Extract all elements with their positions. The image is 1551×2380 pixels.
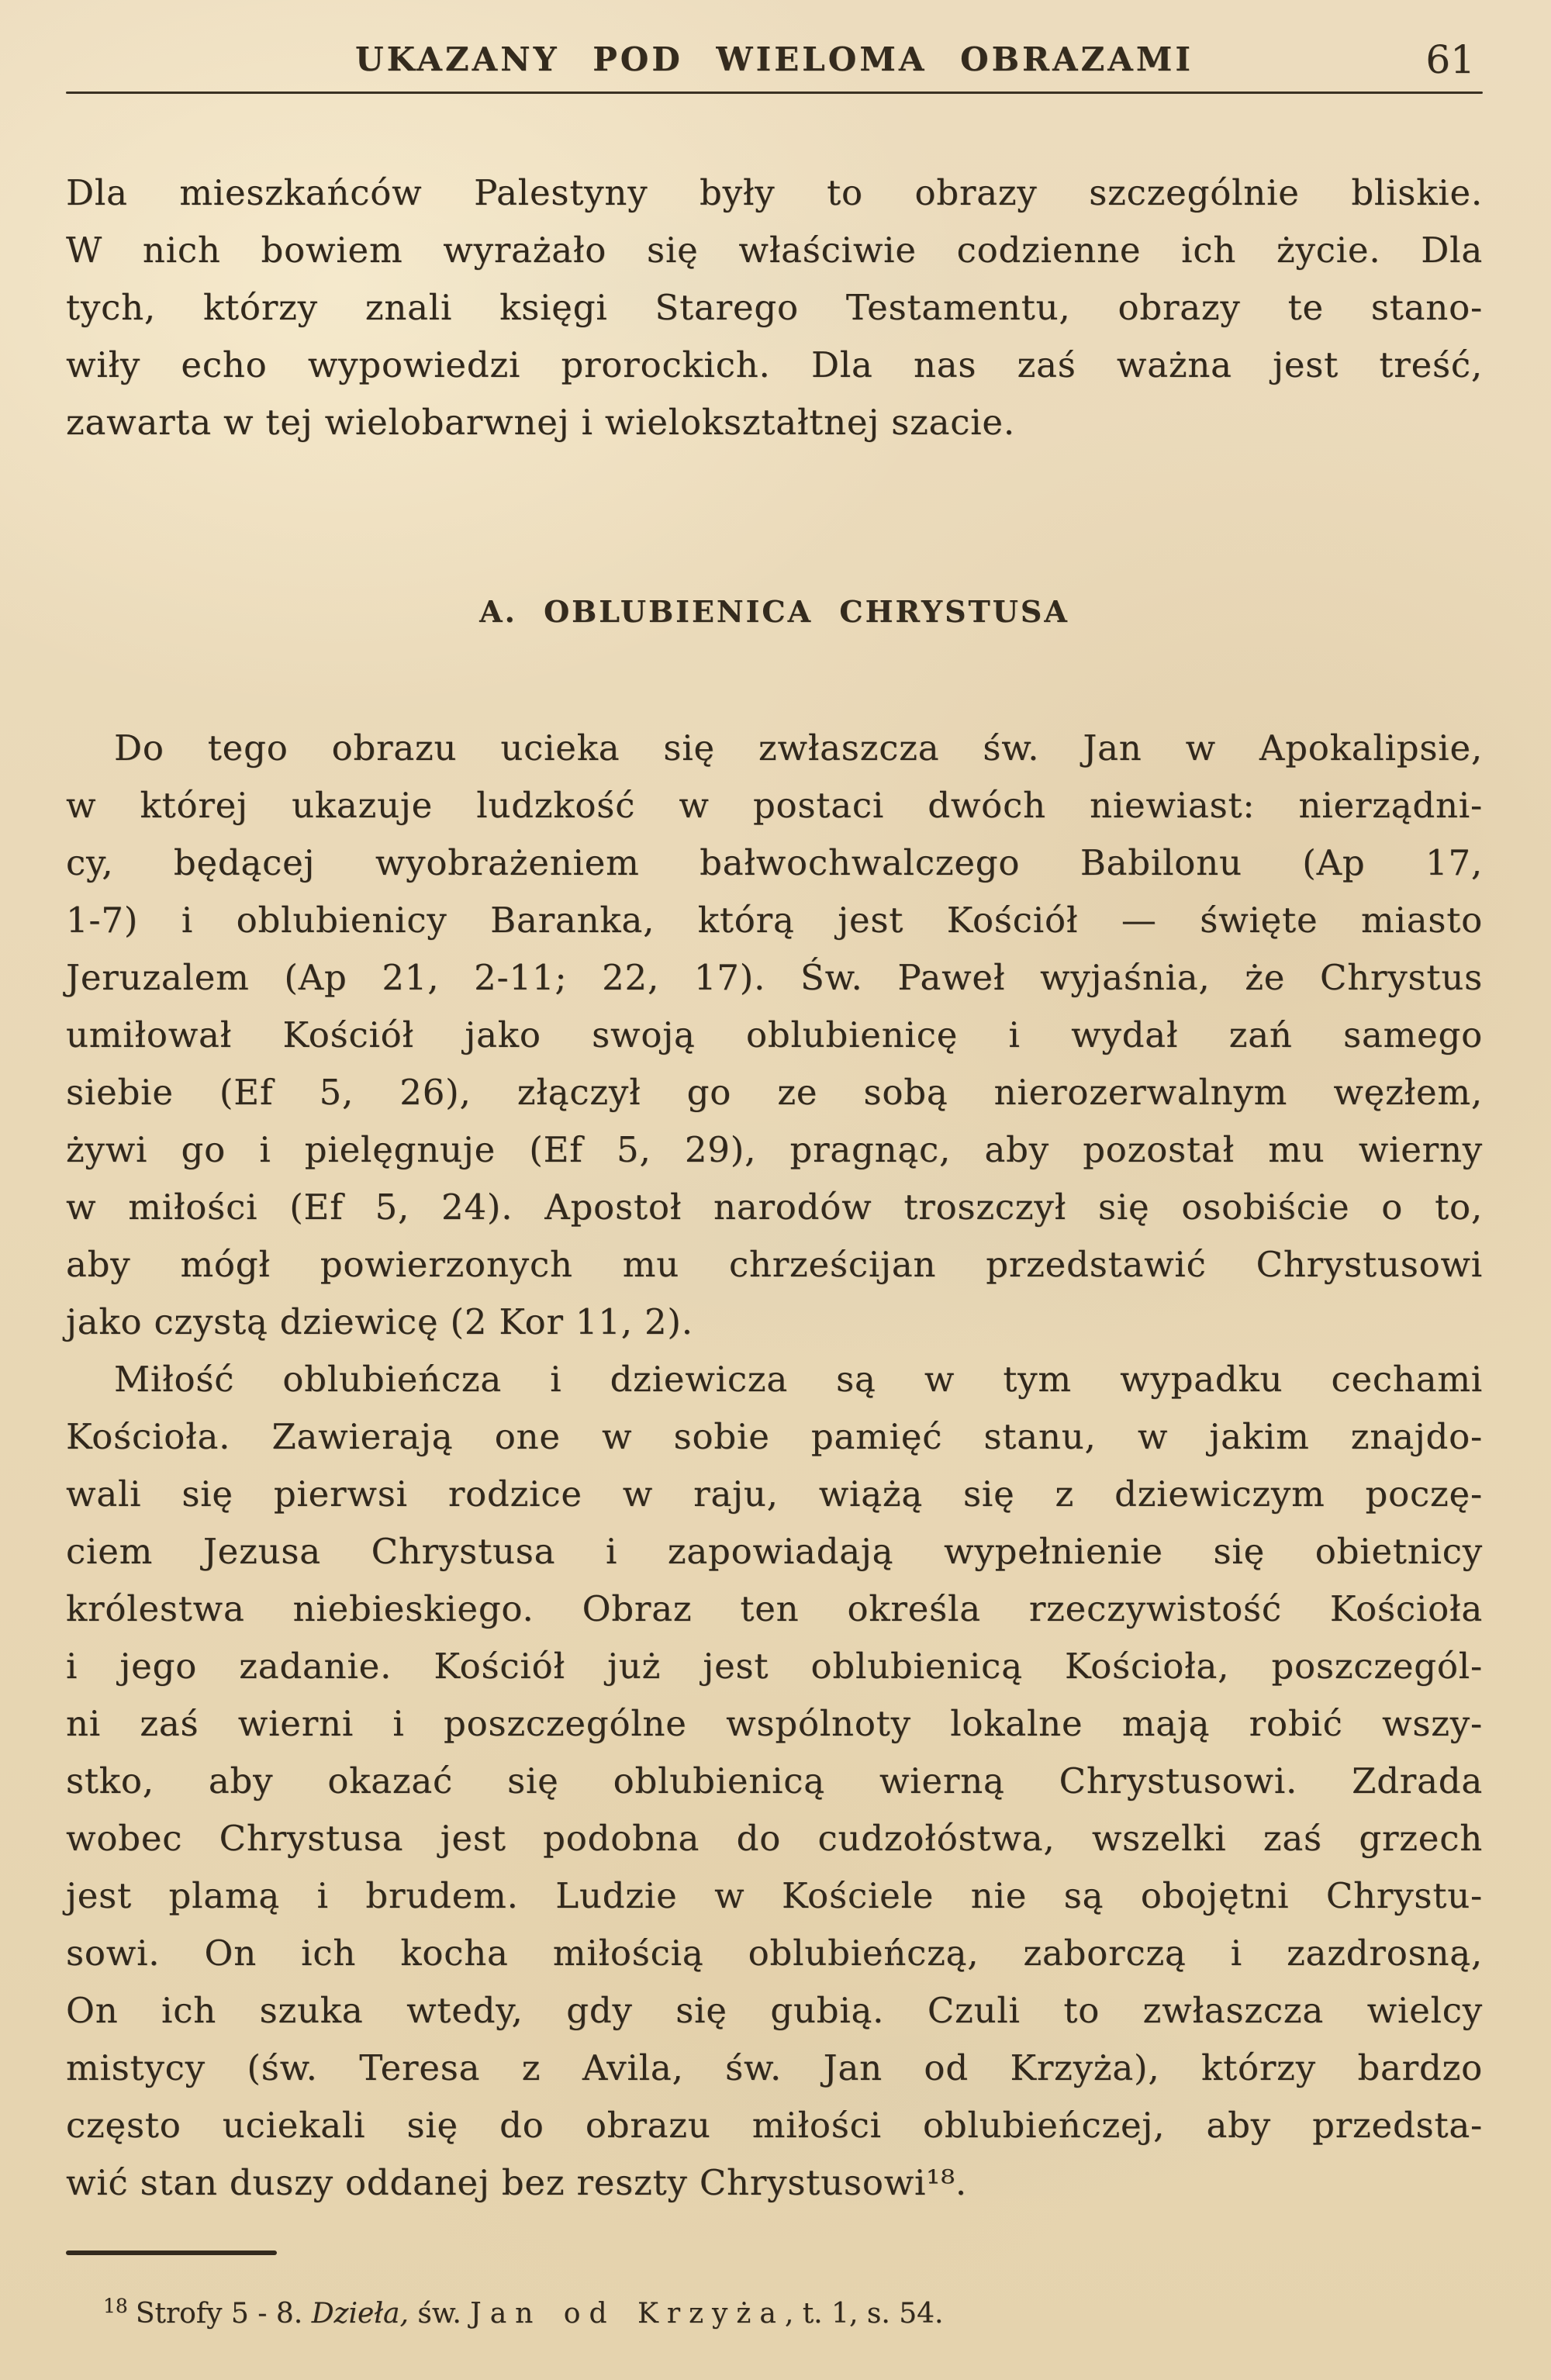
- text-line: W nich bowiem wyrażało się właściwie codzienne ich życie. Dla: [66, 230, 1483, 271]
- footnote-text: św.: [408, 2298, 471, 2330]
- text-line: jako czystą dziewicę (2 Kor 11, 2).: [66, 1301, 693, 1342]
- text-line: wiły echo wypowiedzi prorockich. Dla nas zaś ważna jest treść,: [66, 344, 1483, 385]
- running-head-title: UKAZANY POD WIELOMA OBRAZAMI: [354, 40, 1194, 78]
- footnote-author: Jan od Krzyża: [470, 2298, 785, 2330]
- text-line: jest plamą i brudem. Ludzie w Kościele nie są obojętni Chrystu-: [66, 1875, 1483, 1916]
- page-number: 61: [1425, 37, 1475, 82]
- text-line: On ich szuka wtedy, gdy się gubią. Czuli to zwłaszcza wielcy: [66, 1990, 1483, 2031]
- text-line: Miłość oblubieńcza i dziewicza są w tym wypadku cechami: [114, 1359, 1483, 1400]
- text-line: i jego zadanie. Kościół już jest oblubienicą Kościoła, poszczegól-: [66, 1646, 1483, 1687]
- paragraph-2: [66, 720, 1483, 1351]
- paragraph-1: [66, 164, 1483, 451]
- header-rule: [66, 92, 1483, 94]
- footnote-text: , t. 1, s. 54.: [784, 2298, 944, 2330]
- text-line: w miłości (Ef 5, 24). Apostoł narodów troszczył się osobiście o to,: [66, 1187, 1483, 1228]
- running-head: [66, 37, 1483, 95]
- text-line: sowi. On ich kocha miłością oblubieńczą, zaborczą i zazdrosną,: [66, 1933, 1483, 1974]
- text-line: królestwa niebieskiego. Obraz ten określa rzeczywistość Kościoła: [66, 1588, 1483, 1629]
- footnote-work-title: Dzieła,: [311, 2298, 409, 2330]
- text-line: wobec Chrystusa jest podobna do cudzołóstwa, wszelki zaś grzech: [66, 1818, 1483, 1859]
- text-line: siebie (Ef 5, 26), złączył go ze sobą nierozerwalnym węzłem,: [66, 1072, 1483, 1113]
- text-line: mistycy (św. Teresa z Avila, św. Jan od Krzyża), którzy bardzo: [66, 2047, 1483, 2088]
- text-line: zawarta w tej wielobarwnej i wielokształtnej szacie.: [66, 402, 1015, 443]
- text-line: wali się pierwsi rodzice w raju, wiążą się z dziewiczym poczę-: [66, 1473, 1483, 1515]
- footnote-marker: 18: [103, 2295, 128, 2317]
- section-heading: A. OBLUBIENICA CHRYSTUSA: [479, 594, 1069, 629]
- text-line: 1-7) i oblubienicy Baranka, którą jest Kościół — święte miasto: [66, 900, 1483, 941]
- paragraph-3: [66, 1351, 1483, 2212]
- text-line: ni zaś wierni i poszczególne wspólnoty lokalne mają robić wszy-: [66, 1703, 1483, 1744]
- text-line: Dla mieszkańców Palestyny były to obrazy szczególnie bliskie.: [66, 172, 1483, 213]
- footnote-text: Strofy 5 - 8.: [135, 2298, 312, 2330]
- text-line: w której ukazuje ludzkość w postaci dwóch niewiast: nierządni-: [66, 785, 1483, 826]
- text-line: żywi go i pielęgnuje (Ef 5, 29), pragnąc, aby pozostał mu wierny: [66, 1129, 1483, 1170]
- text-line: umiłował Kościół jako swoją oblubienicę i wydał zań samego: [66, 1014, 1483, 1055]
- text-line: Jeruzalem (Ap 21, 2-11; 22, 17). Św. Paweł wyjaśnia, że Chrystus: [66, 957, 1483, 998]
- footnote: [66, 2283, 1483, 2337]
- footnote-rule: [66, 2250, 277, 2255]
- text-line: ciem Jezusa Chrystusa i zapowiadają wypełnienie się obietnicy: [66, 1531, 1483, 1572]
- text-line: tych, którzy znali księgi Starego Testamentu, obrazy te stano-: [66, 287, 1483, 328]
- text-line: stko, aby okazać się oblubienicą wierną Chrystusowi. Zdrada: [66, 1760, 1483, 1801]
- text-line: aby mógł powierzonych mu chrześcijan przedstawić Chrystusowi: [66, 1244, 1483, 1285]
- text-line: cy, będącej wyobrażeniem bałwochwalczego Babilonu (Ap 17,: [66, 842, 1483, 883]
- text-line: często uciekali się do obrazu miłości oblubieńczej, aby przedsta-: [66, 2105, 1483, 2146]
- text-line: Do tego obrazu ucieka się zwłaszcza św. Jan w Apokalipsie,: [114, 727, 1483, 769]
- text-line: Kościoła. Zawierają one w sobie pamięć stanu, w jakim znajdo-: [66, 1416, 1483, 1457]
- text-line: wić stan duszy oddanej bez reszty Chrystusowi¹⁸.: [66, 2162, 968, 2203]
